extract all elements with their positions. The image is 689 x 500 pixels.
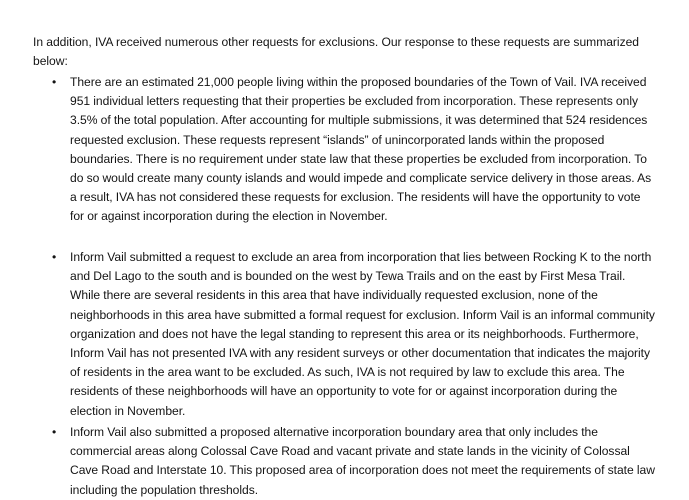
list-item-text: There are an estimated 21,000 people living within the proposed boundaries of the Town of Vail. IVA received 951 individual letters requesting that their properties be excluded from incorporation. These represents only 3.5% of the total population. After accounting for multiple submissions, it was determined that 524 residences requested exclusion. These requests represent “islands” of unincorporated lands within the proposed boundaries. There is no requirement under state law that these properties be excluded from incorporation. To do so would create many county islands and would impede and complicate service delivery in those areas. As a result, IVA has not considered these requests for exclusion. The residents will have the opportunity to vote for or against incorporation during the election in November. [70, 75, 652, 224]
list-item [52, 423, 656, 500]
intro-paragraph: In addition, IVA received numerous other requests for exclusions. Our response to these requests are summarized below: [33, 35, 639, 69]
list-item-text: Inform Vail also submitted a proposed alternative incorporation boundary area that only includes the commercial areas along Colossal Cave Road and vacant private and state lands in the vicinity of Colossal Cave Road and Interstate 10. This proposed area of incorporation does not meet the requirements of state law including the population thresholds. [70, 425, 655, 497]
list-item [52, 73, 656, 227]
bullet-marker-icon: • [52, 75, 57, 89]
bullet-marker-icon: • [52, 250, 57, 264]
list-item [52, 248, 656, 421]
list-item-text: Inform Vail submitted a request to exclude an area from incorporation that lies between Rocking K to the north and Del Lago to the south and is bounded on the west by Tewa Trails and on the east by First Mesa Trail. While there are several residents in this area that have individually requested exclusion, none of the neighborhoods in this area have submitted a formal request for exclusion. Inform Vail is an informal community organization and does not have the legal standing to represent this area or its neighborhoods. Furthermore, Inform Vail has not presented IVA with any resident surveys or other documentation that indicates the majority of residents in the area want to be excluded. As such, IVA is not required by law to exclude this area. The residents of these neighborhoods will have an opportunity to vote for or against incorporation during the election in November. [70, 250, 655, 418]
bullet-marker-icon: • [52, 425, 57, 439]
